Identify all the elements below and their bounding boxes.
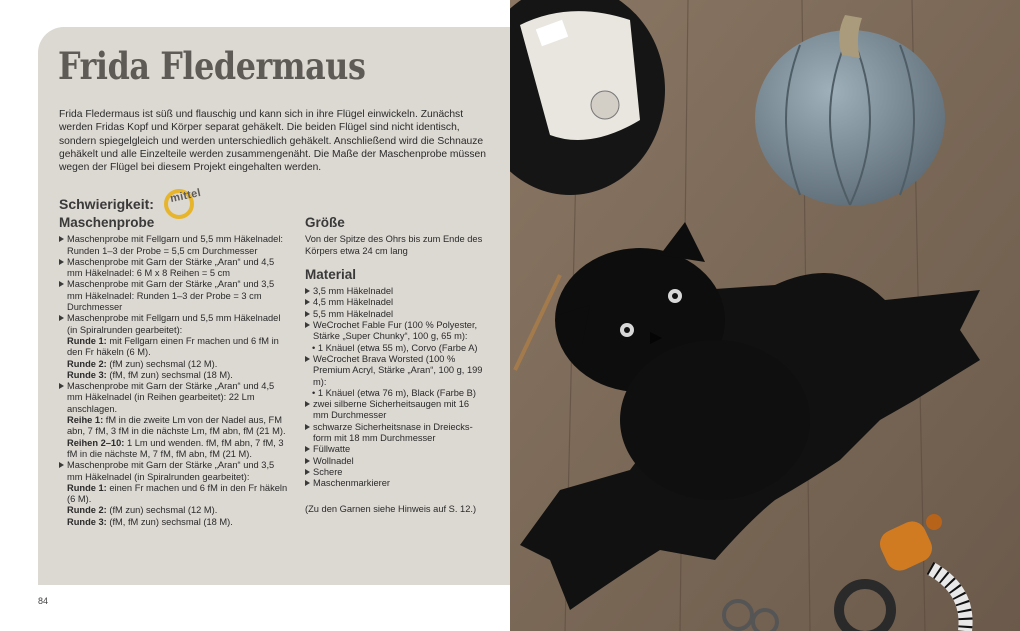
- gauge-round: [59, 336, 291, 359]
- gauge-round-text: 1 Lm und wenden. fM, fM abn, 7 fM, 3 fM in die nächste M, 7 fM, fM abn, fM (21 M).: [67, 437, 284, 459]
- intro-paragraph: Frida Fledermaus ist süß und flauschig und kann sich in ihre Flügel einwickeln. Zunächst werden Fridas Kopf und Körper separat gehäkelt. Die beiden Flügel sind nicht identisch, sondern spiegelgleich und werden unterschiedlich gehäkelt. Anschließend wird die Schnauze gehäkelt und alle Einzelteile werden zusammengenäht. Die Maße der Maschenprobe müssen wegen der Flügel bei diesem Projekt eingehalten werden.: [59, 109, 486, 174]
- gauge-round-text: (fM zun) sechsmal (12 M).: [109, 505, 218, 516]
- page-title: Frida Fledermaus: [58, 44, 366, 88]
- gauge-round-label: Reihen 2–10:: [67, 437, 127, 448]
- gauge-round: [59, 438, 291, 461]
- material-title: Material: [305, 266, 357, 282]
- gauge-round: [59, 370, 291, 381]
- gauge-item-text: Maschenprobe mit Fellgarn und 5,5 mm Häkelnadel (in Spiralrunden gearbeitet):: [67, 313, 281, 335]
- gauge-round-label: Runde 3:: [67, 516, 110, 527]
- material-item: WeCrochet Fable Fur (100 % Polyester, Stärke „Super Chunky“, 100 g, 65 m):: [305, 320, 485, 343]
- gauge-round-text: (fM, fM zun) sechsmal (18 M).: [109, 516, 233, 527]
- gauge-item: [59, 460, 291, 483]
- gauge-round-label: Runde 2:: [67, 358, 110, 369]
- gauge-round: [59, 505, 291, 516]
- photo-illustration: [510, 0, 1020, 631]
- gauge-item-text: Maschenprobe mit Garn der Stärke „Aran“ und 4,5 mm Häkelnadel (in Reihen gearbeitet): 22 Lm anschlagen.: [67, 381, 275, 414]
- material-item: Maschenmarkierer: [305, 478, 485, 489]
- gauge-round-text: (fM, fM zun) sechsmal (18 M).: [109, 369, 233, 380]
- material-subitem: • 1 Knäuel (etwa 55 m), Corvo (Farbe A): [312, 342, 478, 353]
- gauge-list: [59, 234, 291, 528]
- gauge-round-text: einen Fr machen und 6 fM in den Fr häkeln (6 M).: [67, 482, 288, 505]
- gauge-round-label: Runde 1:: [67, 335, 110, 346]
- size-title: Größe: [305, 215, 345, 230]
- gauge-item-text: Maschenprobe mit Garn der Stärke „Aran“ und 4,5 mm Häkelnadel: 6 M x 8 Reihen = 5 cm: [67, 256, 275, 279]
- difficulty-badge: [164, 186, 202, 219]
- gauge-item: [59, 279, 291, 313]
- material-item: 3,5 mm Häkelnadel: [305, 286, 485, 297]
- gauge-round: [59, 359, 291, 370]
- gauge-item: [59, 257, 291, 280]
- material-item: WeCrochet Brava Worsted (100 % Premium Acryl, Stärke „Aran“, 100 g, 199 m):: [305, 354, 485, 388]
- yarn-note: (Zu den Garnen siehe Hinweis auf S. 12.): [305, 503, 477, 514]
- material-item: zwei silberne Sicherheitsaugen mit 16 mm Durchmesser: [305, 399, 485, 422]
- gauge-round-text: mit Fellgarn einen Fr machen und 6 fM in den Fr häkeln (6 M).: [67, 335, 279, 358]
- size-text: Von der Spitze des Ohrs bis zum Ende des Körpers etwa 24 cm lang: [305, 234, 483, 256]
- gauge-round-label: Runde 2:: [67, 505, 110, 516]
- gauge-section: [59, 217, 291, 528]
- right-column: [305, 217, 485, 515]
- gauge-item-text: Maschenprobe mit Garn der Stärke „Aran“ und 3,5 mm Häkelnadel: Runden 1–3 der Probe = 3 cm Durchmesser: [67, 279, 275, 313]
- gauge-round-label: Runde 1:: [67, 482, 110, 493]
- difficulty-level: mittel: [169, 186, 202, 206]
- material-list: [305, 286, 485, 489]
- gauge-round: [59, 415, 291, 438]
- material-item: 5,5 mm Häkelnadel: [305, 309, 485, 320]
- gauge-title: Maschenprobe: [59, 215, 155, 230]
- material-item: Schere: [305, 467, 485, 478]
- material-item: schwarze Sicherheitsnase in Dreiecks-form mit 18 mm Durchmesser: [305, 422, 485, 445]
- material-item: Wollnadel: [305, 456, 485, 467]
- gauge-item: [59, 234, 291, 257]
- gauge-item: [59, 381, 291, 415]
- material-item: Füllwatte: [305, 444, 485, 455]
- page-number: 84: [38, 596, 49, 606]
- gauge-round-text: fM in die zweite Lm von der Nadel aus, FM abn, 7 fM, 3 fM in die nächste Lm, fM abn, fM (21 M).: [67, 415, 286, 437]
- gauge-round: [59, 517, 291, 528]
- gauge-round-label: Reihe 1:: [67, 415, 106, 426]
- gauge-item-text: Maschenprobe mit Fellgarn und 5,5 mm Häkelnadel: Runden 1–3 der Probe = 5,5 cm Durchmesser: [67, 234, 284, 256]
- material-item: 4,5 mm Häkelnadel: [305, 297, 485, 308]
- gauge-round-label: Runde 3:: [67, 369, 110, 380]
- gauge-round: [59, 483, 291, 506]
- gauge-item-text: Maschenprobe mit Garn der Stärke „Aran“ und 3,5 mm Häkelnadel (in Spiralrunden gearbeitet):: [67, 460, 275, 482]
- gauge-item: [59, 313, 291, 336]
- bat-photo: [510, 0, 1020, 631]
- difficulty-label: Schwierigkeit:: [59, 196, 154, 212]
- gauge-round-text: (fM zun) sechsmal (12 M).: [109, 358, 218, 369]
- material-subitem: • 1 Knäuel (etwa 76 m), Black (Farbe B): [312, 387, 476, 398]
